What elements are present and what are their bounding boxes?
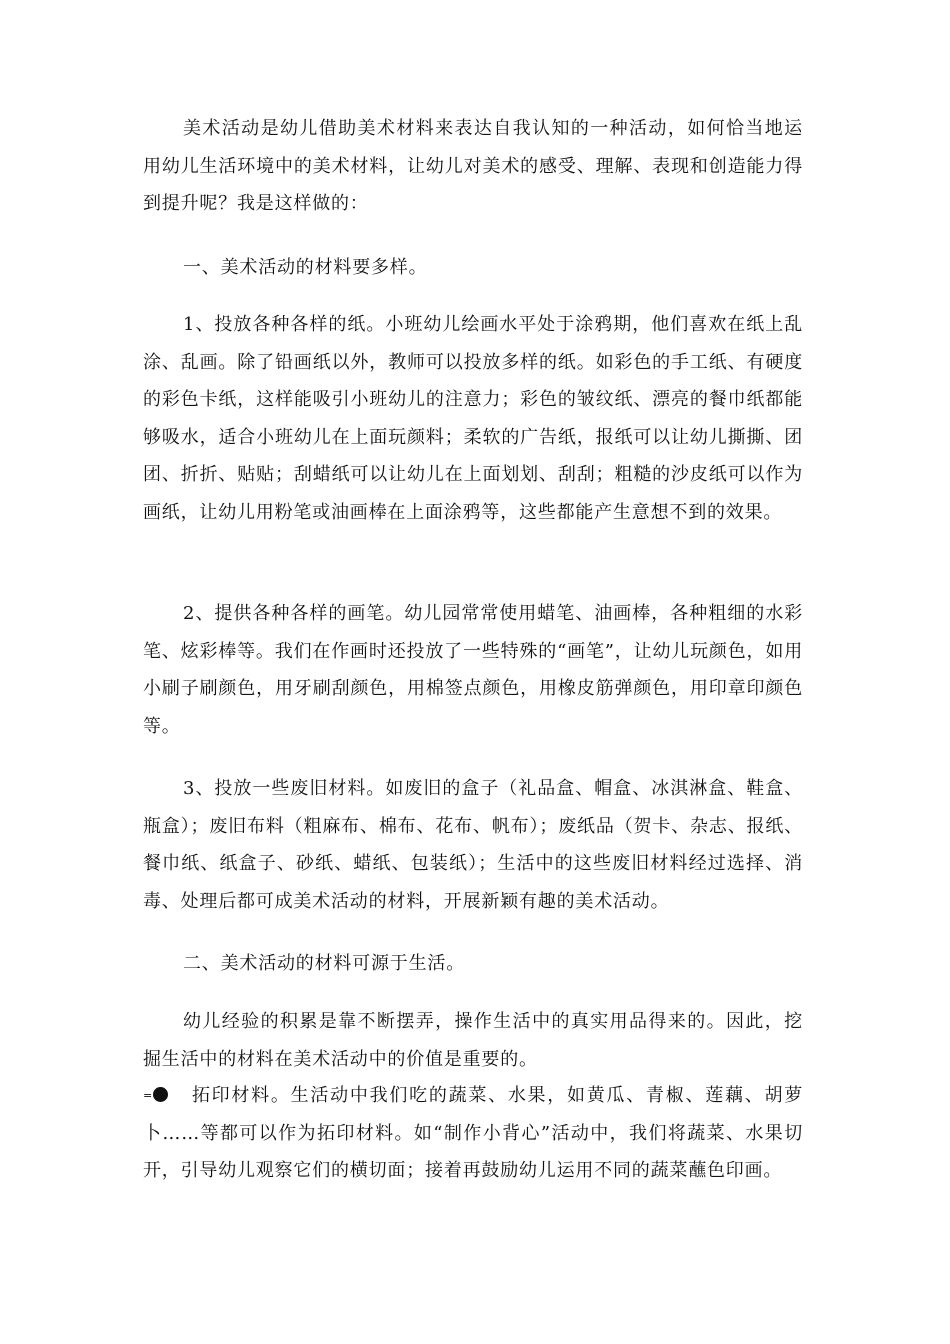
- waste-materials-paragraph: 3、投放一些废旧材料。如废旧的盒子（礼品盒、帽盒、冰淇淋盒、鞋盒、瓶盒）；废旧布料（粗麻布、棉布、花布、帆布）；废纸品（贺卡、杂志、报纸、餐巾纸、纸盒子、砂纸、蜡纸、包装纸）；生活中的这些废旧材料经过选择、消毒、处理后都可成美术活动的材料，开展新颖有趣的美术活动。: [143, 778, 803, 912]
- life-materials-paragraph: 幼儿经验的积累是靠不断摆弄，操作生活中的真实用品得来的。因此，挖掘生活中的材料在美术活动中的价值是重要的。: [143, 1011, 803, 1070]
- paper-materials-paragraph: 1、投放各种各样的纸。小班幼儿绘画水平处于涂鸦期，他们喜欢在纸上乱涂、乱画。除了铅画纸以外，教师可以投放多样的纸。如彩色的手工纸、有硬度的彩色卡纸，这样能吸引小班幼儿的注意力；彩色的皱纹纸、漂亮的餐巾纸都能够吸水，适合小班幼儿在上面玩颜料；柔软的广告纸，报纸可以让幼儿撕撕、团团、折折、贴贴；刮蜡纸可以让幼儿在上面划划、刮刮；粗糙的沙皮纸可以作为画纸，让幼儿用粉笔或油画棒在上面涂鸦等，这些都能产生意想不到的效果。: [143, 314, 803, 523]
- bullet-dot-icon: [153, 1087, 168, 1102]
- bullet-marker-text: =: [143, 1089, 153, 1102]
- brush-materials-paragraph: 2、提供各种各样的画笔。幼儿园常常使用蜡笔、油画棒，各种粗细的水彩笔、炫彩棒等。我们在作画时还投放了一些特殊的“画笔”，让幼儿玩颜色，如用小刷子刷颜色，用牙刷刮颜色，用棉签点颜色，用橡皮筋弹颜色，用印章印颜色等。: [143, 603, 803, 737]
- bullet-marker: [143, 1077, 191, 1115]
- section-heading-1: 一、美术活动的材料要多样。: [183, 257, 428, 278]
- section-heading-2: 二、美术活动的材料可源于生活。: [183, 953, 465, 974]
- bullet-item-text: 拓印材料。生活动中我们吃的蔬菜、水果，如黄瓜、青椒、莲藕、胡萝卜……等都可以作为拓印材料。如“制作小背心”活动中，我们将蔬菜、水果切开，引导幼儿观察它们的横切面；接着再鼓励幼儿运用不同的蔬菜蘸色印画。: [143, 1085, 803, 1181]
- intro-paragraph: 美术活动是幼儿借助美术材料来表达自我认知的一种活动，如何恰当地运用幼儿生活环境中的美术材料，让幼儿对美术的感受、理解、表现和创造能力得到提升呢？我是这样做的：: [143, 118, 803, 214]
- bullet-list-item: [143, 1077, 803, 1190]
